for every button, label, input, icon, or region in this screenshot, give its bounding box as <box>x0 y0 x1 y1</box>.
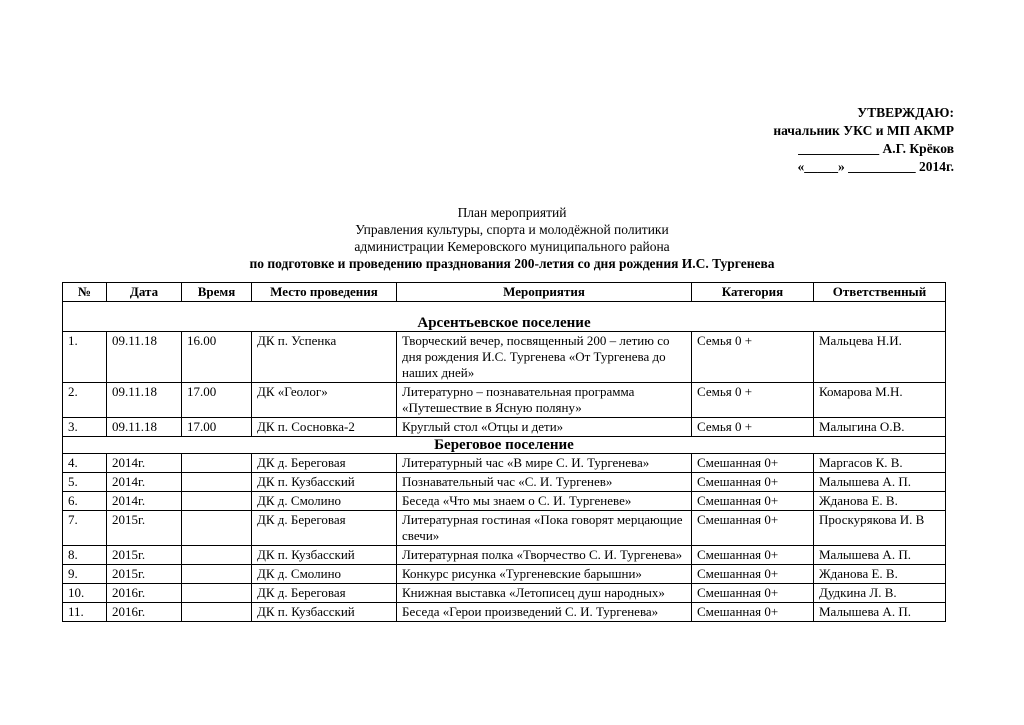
row-place: ДК «Геолог» <box>252 383 397 418</box>
row-category: Семья 0 + <box>692 383 814 418</box>
row-time: 16.00 <box>182 332 252 383</box>
row-event: Познавательный час «С. И. Тургенев» <box>397 473 692 492</box>
table-row <box>63 511 946 546</box>
row-event: Круглый стол «Отцы и дети» <box>397 418 692 437</box>
row-date: 2014г. <box>107 473 182 492</box>
table-row <box>63 492 946 511</box>
row-responsible: Проскурякова И. В <box>814 511 946 546</box>
row-time: 17.00 <box>182 418 252 437</box>
row-place: ДК д. Береговая <box>252 454 397 473</box>
row-responsible: Малышева А. П. <box>814 603 946 622</box>
row-time <box>182 454 252 473</box>
row-date: 2014г. <box>107 454 182 473</box>
row-number: 10. <box>63 584 107 603</box>
row-number: 7. <box>63 511 107 546</box>
row-date: 09.11.18 <box>107 418 182 437</box>
approval-date: «_____» __________ 2014г. <box>797 159 954 174</box>
approver-position: начальник УКС и МП АКМР <box>773 123 954 138</box>
table-row <box>63 383 946 418</box>
row-category: Семья 0 + <box>692 332 814 383</box>
row-category: Смешанная 0+ <box>692 454 814 473</box>
approver-signature: ____________ А.Г. Крёков <box>798 141 954 156</box>
section-title: Арсентьевское поселение <box>63 302 946 332</box>
row-time <box>182 565 252 584</box>
row-category: Смешанная 0+ <box>692 603 814 622</box>
row-place: ДК п. Кузбасский <box>252 546 397 565</box>
row-time <box>182 492 252 511</box>
row-event: Литературная полка «Творчество С. И. Тургенева» <box>397 546 692 565</box>
table-row <box>63 565 946 584</box>
row-category: Смешанная 0+ <box>692 473 814 492</box>
table-body <box>63 302 946 622</box>
section-title: Береговое поселение <box>63 437 946 454</box>
row-event: Книжная выставка «Летописец душ народных» <box>397 584 692 603</box>
row-category: Смешанная 0+ <box>692 546 814 565</box>
row-place: ДК д. Смолино <box>252 565 397 584</box>
approval-title: УТВЕРЖДАЮ: <box>857 105 954 120</box>
header-category: Категория <box>692 283 814 302</box>
row-time <box>182 511 252 546</box>
row-time <box>182 584 252 603</box>
row-place: ДК п. Успенка <box>252 332 397 383</box>
row-place: ДК п. Сосновка-2 <box>252 418 397 437</box>
row-time <box>182 473 252 492</box>
row-time <box>182 603 252 622</box>
row-date: 2015г. <box>107 511 182 546</box>
approval-block <box>773 104 954 176</box>
row-date: 2014г. <box>107 492 182 511</box>
row-date: 09.11.18 <box>107 383 182 418</box>
title-line-1: План мероприятий <box>457 205 567 220</box>
header-event: Мероприятия <box>397 283 692 302</box>
row-date: 2016г. <box>107 603 182 622</box>
row-category: Семья 0 + <box>692 418 814 437</box>
row-category: Смешанная 0+ <box>692 584 814 603</box>
row-date: 2015г. <box>107 546 182 565</box>
row-category: Смешанная 0+ <box>692 492 814 511</box>
row-number: 2. <box>63 383 107 418</box>
table-header-row <box>63 283 946 302</box>
row-time <box>182 546 252 565</box>
table-row <box>63 454 946 473</box>
document-title <box>0 204 1024 272</box>
table-row <box>63 473 946 492</box>
row-number: 1. <box>63 332 107 383</box>
row-number: 11. <box>63 603 107 622</box>
row-number: 4. <box>63 454 107 473</box>
title-line-3: администрации Кемеровского муниципального района <box>354 239 670 254</box>
row-event: Конкурс рисунка «Тургеневские барышни» <box>397 565 692 584</box>
events-table <box>62 282 946 622</box>
row-number: 3. <box>63 418 107 437</box>
row-responsible: Комарова М.Н. <box>814 383 946 418</box>
row-date: 09.11.18 <box>107 332 182 383</box>
row-time: 17.00 <box>182 383 252 418</box>
row-responsible: Дудкина Л. В. <box>814 584 946 603</box>
row-date: 2015г. <box>107 565 182 584</box>
row-responsible: Малышева А. П. <box>814 473 946 492</box>
section-row <box>63 302 946 332</box>
row-event: Беседа «Что мы знаем о С. И. Тургеневе» <box>397 492 692 511</box>
row-responsible: Малышева А. П. <box>814 546 946 565</box>
row-place: ДК д. Смолино <box>252 492 397 511</box>
section-row <box>63 437 946 454</box>
row-number: 9. <box>63 565 107 584</box>
row-place: ДК д. Береговая <box>252 511 397 546</box>
row-responsible: Маргасов К. В. <box>814 454 946 473</box>
row-place: ДК д. Береговая <box>252 584 397 603</box>
row-date: 2016г. <box>107 584 182 603</box>
header-number: № <box>63 283 107 302</box>
table-row <box>63 603 946 622</box>
row-number: 8. <box>63 546 107 565</box>
row-event: Литературный час «В мире С. И. Тургенева» <box>397 454 692 473</box>
table-row <box>63 332 946 383</box>
table-row <box>63 546 946 565</box>
header-time: Время <box>182 283 252 302</box>
row-event: Литературно – познавательная программа «Путешествие в Ясную поляну» <box>397 383 692 418</box>
header-place: Место проведения <box>252 283 397 302</box>
header-responsible: Ответственный <box>814 283 946 302</box>
row-responsible: Мальцева Н.И. <box>814 332 946 383</box>
row-responsible: Жданова Е. В. <box>814 565 946 584</box>
row-number: 6. <box>63 492 107 511</box>
row-event: Литературная гостиная «Пока говорят мерцающие свечи» <box>397 511 692 546</box>
title-line-4: по подготовке и проведению празднования 200-летия со дня рождения И.С. Тургенева <box>249 256 775 271</box>
table-row <box>63 584 946 603</box>
row-category: Смешанная 0+ <box>692 565 814 584</box>
row-place: ДК п. Кузбасский <box>252 603 397 622</box>
row-category: Смешанная 0+ <box>692 511 814 546</box>
table-row <box>63 418 946 437</box>
row-number: 5. <box>63 473 107 492</box>
row-place: ДК п. Кузбасский <box>252 473 397 492</box>
row-responsible: Жданова Е. В. <box>814 492 946 511</box>
row-event: Творческий вечер, посвященный 200 – летию со дня рождения И.С. Тургенева «От Тургенева до наших дней» <box>397 332 692 383</box>
row-event: Беседа «Герои произведений С. И. Тургенева» <box>397 603 692 622</box>
title-line-2: Управления культуры, спорта и молодёжной политики <box>355 222 669 237</box>
header-date: Дата <box>107 283 182 302</box>
row-responsible: Малыгина О.В. <box>814 418 946 437</box>
